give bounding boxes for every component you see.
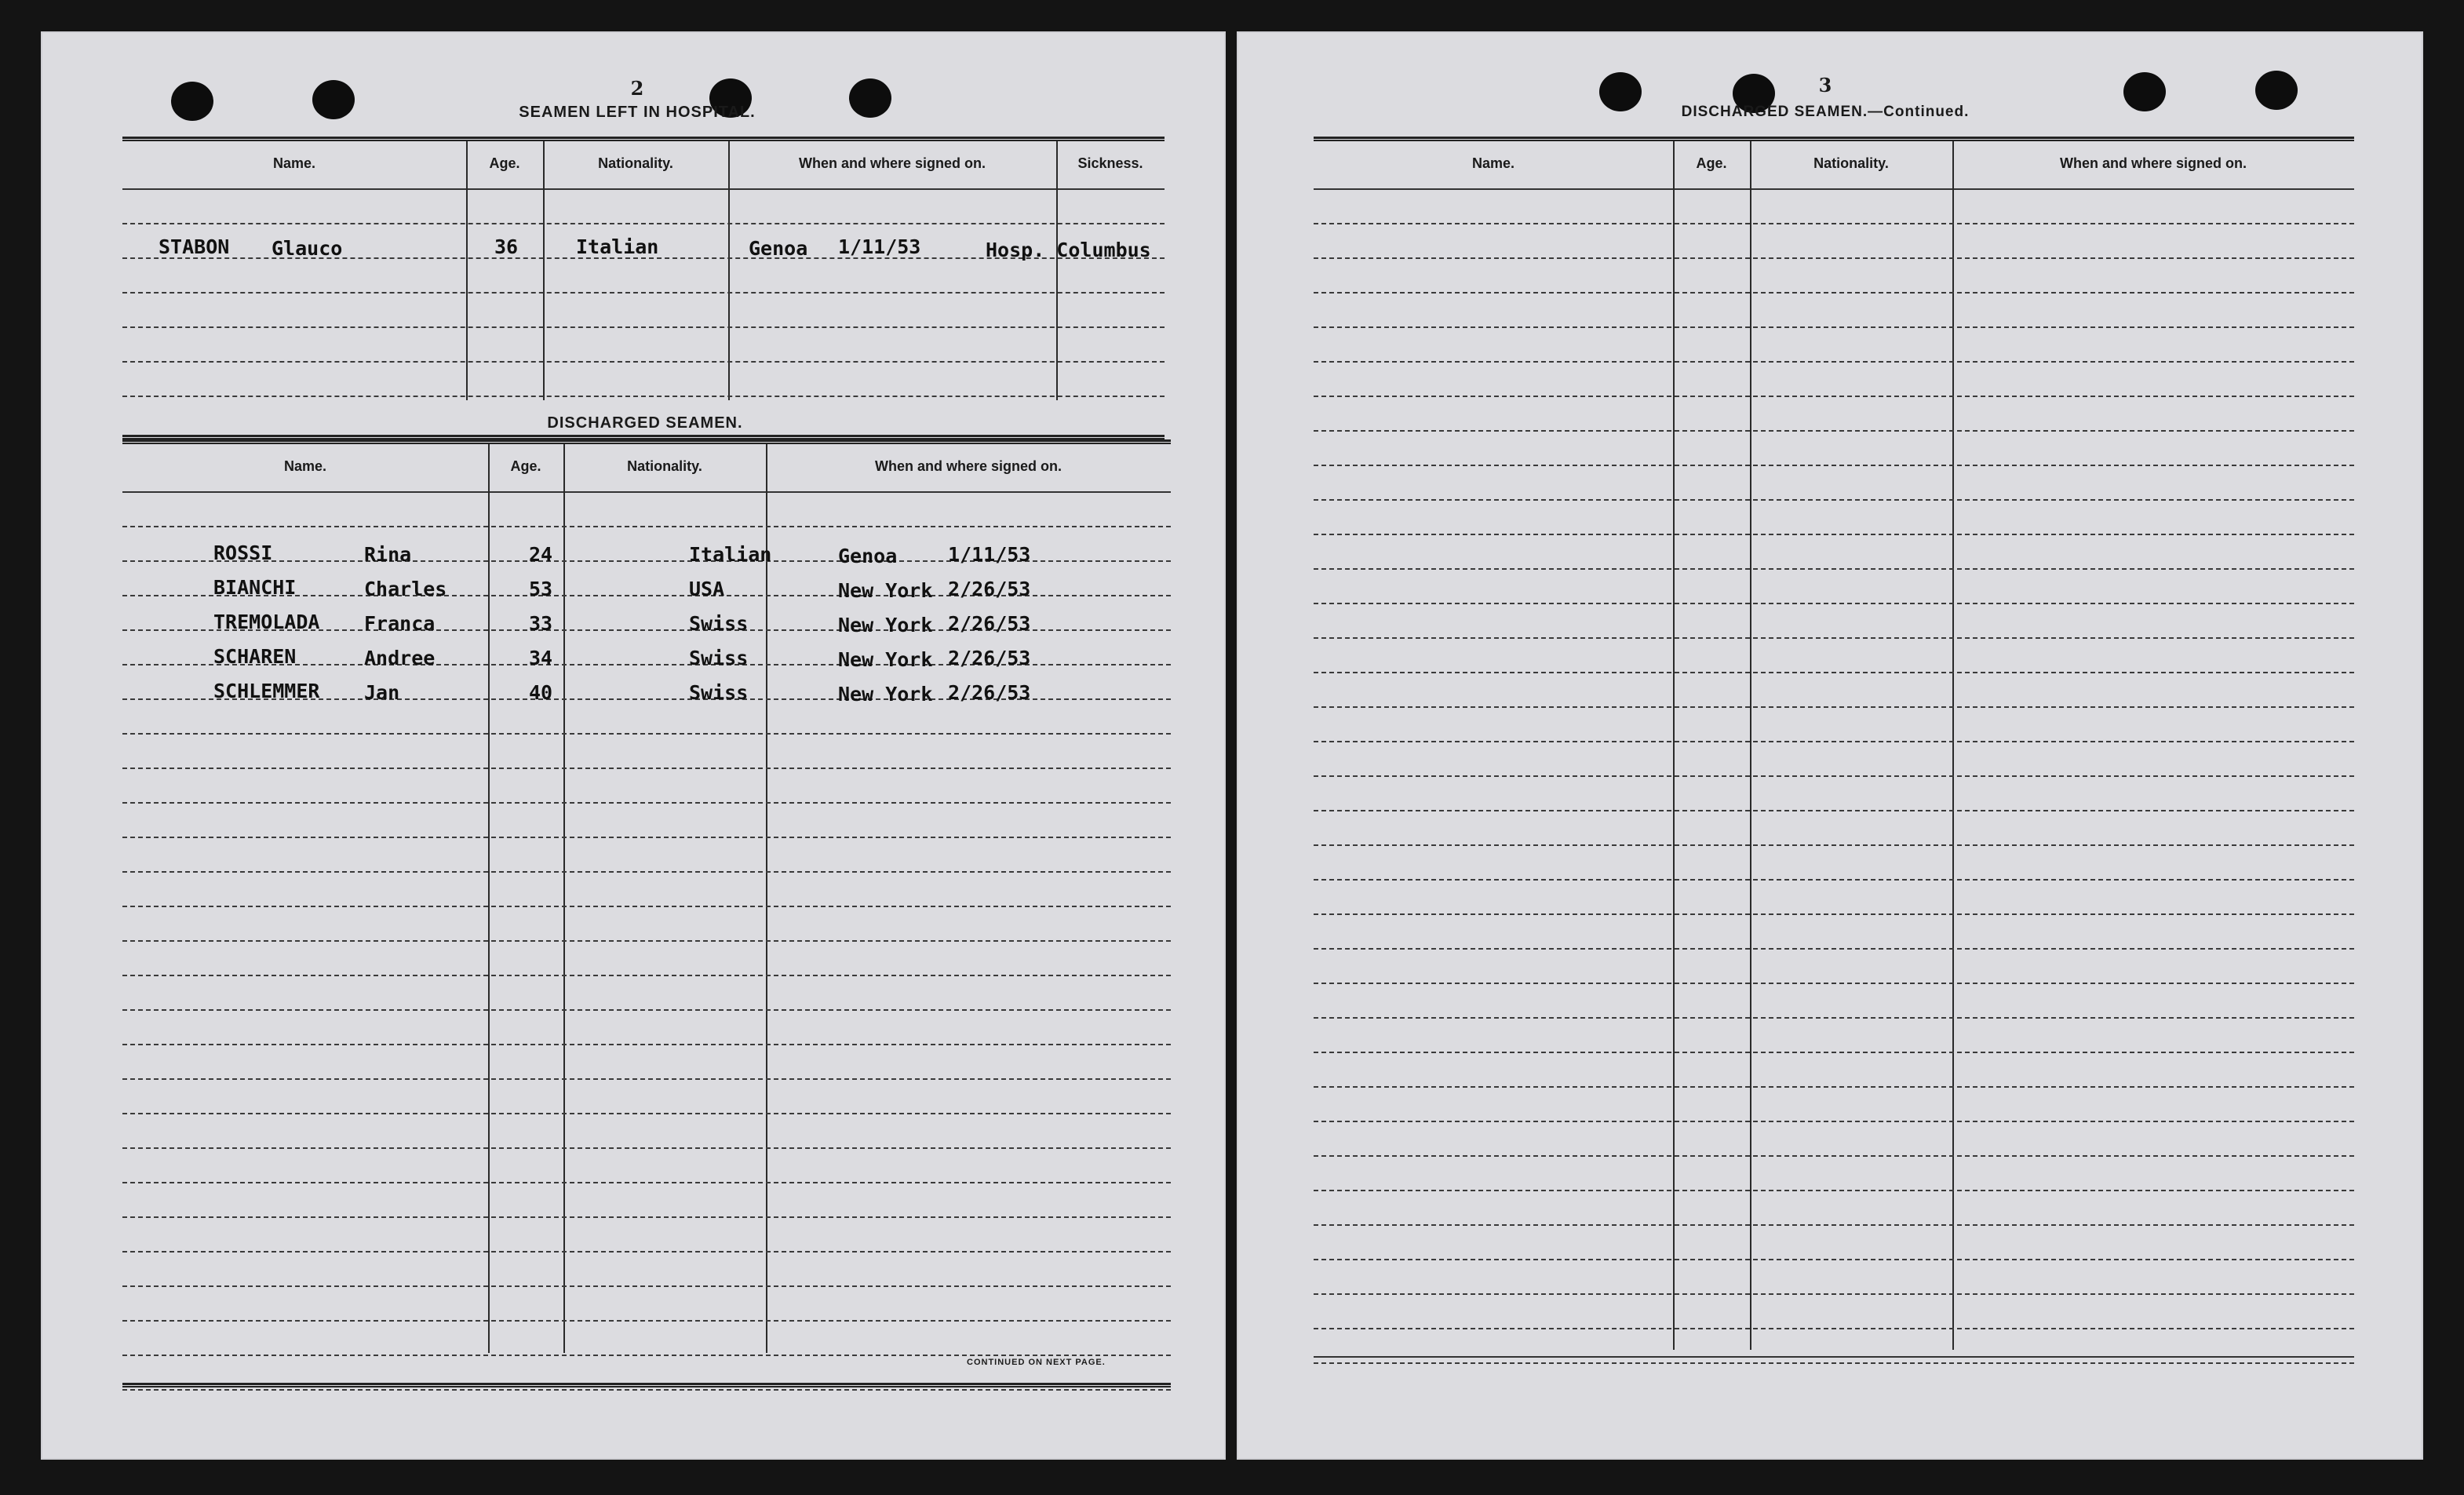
nationality: Swiss (689, 681, 749, 704)
age: 34 (529, 647, 553, 669)
given-name: Rina (364, 543, 412, 566)
nationality: Italian (689, 543, 772, 566)
punch-hole (1599, 72, 1642, 111)
signed-place: New York (838, 614, 933, 636)
surname: ROSSI (213, 541, 273, 564)
continued-note: CONTINUED ON NEXT PAGE. (967, 1358, 1106, 1367)
surname: BIANCHI (213, 576, 297, 599)
given-name: Franca (364, 612, 436, 635)
header-nationality: Nationality. (1813, 155, 1889, 171)
signed-place: New York (838, 579, 933, 602)
surname: TREMOLADA (213, 611, 320, 633)
surname: SCHAREN (213, 645, 297, 668)
given-name: Glauco (272, 237, 343, 260)
surname: SCHLEMMER (213, 680, 320, 702)
punch-hole (171, 82, 213, 121)
given-name: Charles (364, 578, 447, 600)
age: 36 (494, 235, 519, 258)
nationality: Swiss (689, 612, 749, 635)
header-name: Name. (272, 155, 316, 171)
surname: STABON (159, 235, 230, 258)
signed-place: Genoa (838, 545, 898, 567)
punch-hole (2123, 72, 2166, 111)
signed-date: 2/26/53 (948, 681, 1031, 704)
header-signed-on: When and where signed on. (874, 458, 1063, 474)
hospital-table (122, 137, 1165, 435)
header-name: Name. (283, 458, 327, 474)
header-age: Age. (489, 155, 520, 171)
signed-date: 1/11/53 (948, 543, 1031, 566)
age: 40 (529, 681, 553, 704)
header-age: Age. (1696, 155, 1727, 171)
signed-date: 2/26/53 (948, 647, 1031, 669)
page-number: 3 (1818, 74, 1832, 97)
signed-date: 2/26/53 (948, 612, 1031, 635)
right-page (1237, 31, 2423, 1460)
punch-hole (849, 78, 891, 118)
discharged-continued-table (1314, 137, 2354, 1361)
age: 53 (529, 578, 553, 600)
signed-place: New York (838, 648, 933, 671)
signed-date: 2/26/53 (948, 578, 1031, 600)
header-signed-on: When and where signed on. (798, 155, 986, 171)
header-nationality: Nationality. (598, 155, 673, 171)
sickness: Hosp. Columbus (986, 239, 1151, 261)
given-name: Jan (364, 681, 400, 704)
punch-hole (2255, 71, 2298, 110)
nationality: Italian (576, 235, 659, 258)
given-name: Andree (364, 647, 436, 669)
signed-date: 1/11/53 (838, 235, 921, 258)
left-page (41, 31, 1226, 1460)
header-name: Name. (1471, 155, 1515, 171)
discharged-section-title: DISCHARGED SEAMEN. (547, 414, 743, 432)
punch-hole (312, 80, 355, 119)
header-signed-on: When and where signed on. (2059, 155, 2247, 171)
header-nationality: Nationality. (627, 458, 702, 474)
signed-place: Genoa (749, 237, 808, 260)
age: 24 (529, 543, 553, 566)
page-number: 2 (630, 77, 644, 100)
nationality: Swiss (689, 647, 749, 669)
signed-place: New York (838, 683, 933, 706)
discharged-continued-title: DISCHARGED SEAMEN.—Continued. (1681, 104, 1970, 120)
header-sickness: Sickness. (1077, 155, 1143, 171)
discharged-table (122, 439, 1171, 1391)
age: 33 (529, 612, 553, 635)
header-age: Age. (510, 458, 541, 474)
hospital-section-title: SEAMEN LEFT IN HOSPITAL. (519, 104, 756, 121)
nationality: USA (689, 578, 725, 600)
